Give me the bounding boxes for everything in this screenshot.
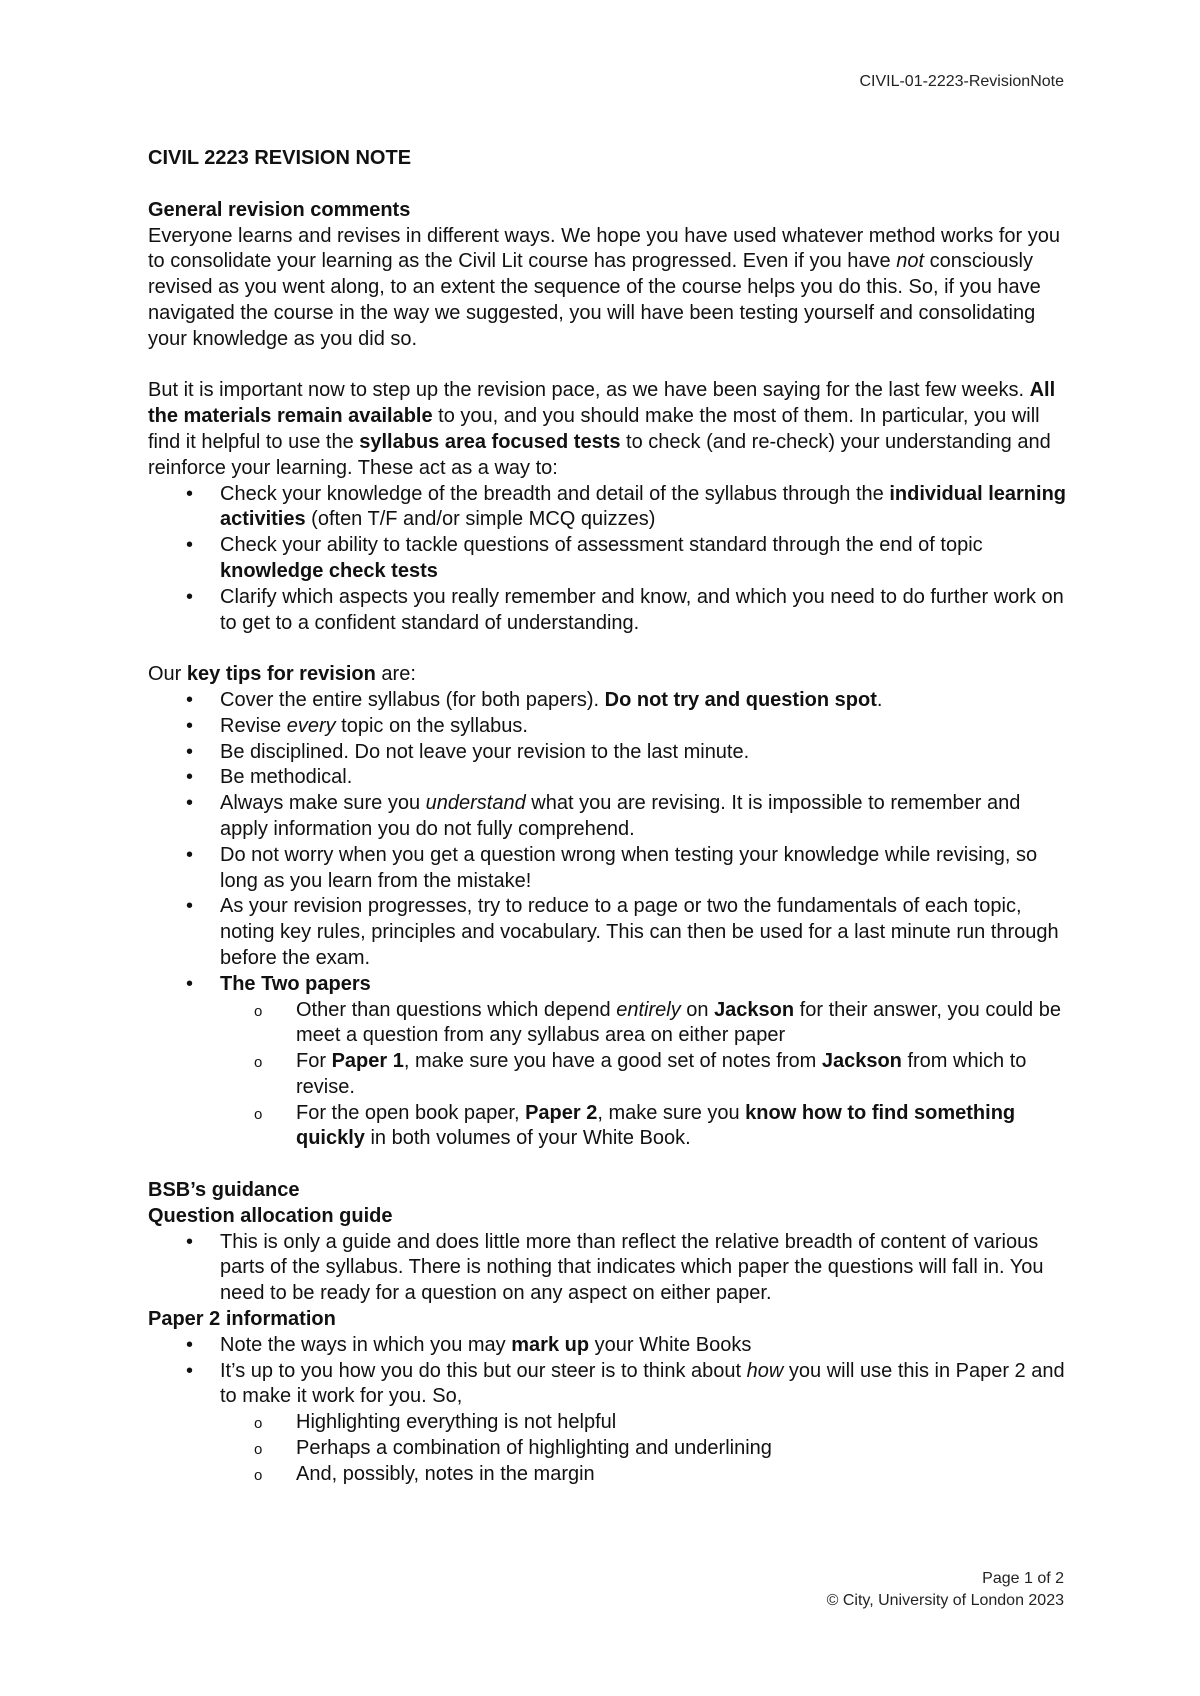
key-tips-intro: Our key tips for revision are: (148, 663, 416, 686)
list-item: o Other than questions which depend entirely on Jackson for their answer, you could be meet a question from any syllabus area on either paper (148, 998, 1068, 1050)
general-revision-heading: General revision comments (148, 198, 411, 221)
list-item: • The Two papers o Other than questions which depend entirely on Jackson for their answer, you could be meet a question from any syllabus area on either paper o For Paper 1, make sure you have a good set of notes from Jackson from which to revise. o For the open book paper, Paper 2, make sure you know how to find something quickly in both volumes of your White Book. (148, 972, 1068, 1153)
list-item: • As your revision progresses, try to reduce to a page or two the fundamentals of each topic, noting key rules, principles and vocabulary. This can then be used for a last minute run through before the exam. (148, 894, 1068, 971)
page-footer (827, 1568, 1064, 1612)
paper2-info-heading: Paper 2 information (148, 1308, 336, 1331)
list-item: • Do not worry when you get a question wrong when testing your knowledge while revising, so long as you learn from the mistake! (148, 843, 1068, 895)
page-number: Page 1 of 2 (982, 1570, 1064, 1587)
list-item: • Note the ways in which you may mark up your White Books (148, 1333, 1068, 1359)
list-item: • Be disciplined. Do not leave your revision to the last minute. (148, 740, 1068, 766)
list-item: • It’s up to you how you do this but our steer is to think about how you will use this in Paper 2 and to make it work for you. So, o Highlighting everything is not helpful o Perhaps a combination of highlighting and underlining o And, possibly, notes in the margin (148, 1359, 1068, 1488)
list-item: • Revise every topic on the syllabus. (148, 714, 1068, 740)
copyright-notice: © City, University of London 2023 (826, 1592, 1064, 1609)
list-item: o For Paper 1, make sure you have a good set of notes from Jackson from which to revise. (148, 1049, 1068, 1101)
two-papers-sublist (220, 998, 1068, 1153)
list-item: • Check your knowledge of the breadth and detail of the syllabus through the individual learning activities (often T/F and/or simple MCQ quizzes) (148, 482, 1068, 534)
list-item: o Perhaps a combination of highlighting and underlining (148, 1436, 1068, 1462)
bsb-guidance-heading: BSB’s guidance (148, 1179, 300, 1202)
document-title: CIVIL 2223 REVISION NOTE (148, 147, 412, 169)
question-allocation-heading: Question allocation guide (148, 1204, 393, 1227)
list-item: o And, possibly, notes in the margin (148, 1462, 1068, 1488)
list-item: o For the open book paper, Paper 2, make sure you know how to find something quickly in both volumes of your White Book. (148, 1101, 1068, 1153)
document-body (148, 146, 1068, 1488)
paper2-info-list (148, 1333, 1068, 1488)
tests-purpose-list (148, 482, 1068, 637)
key-tips-list (148, 688, 1068, 1152)
list-item: • Clarify which aspects you really remember and know, and which you need to do further work on to get to a confident standard of understanding. (148, 585, 1068, 637)
markup-tips-sublist (220, 1410, 1068, 1487)
general-paragraph-2: But it is important now to step up the revision pace, as we have been saying for the last few weeks. All the materials remain available to you, and you should make the most of them. In particular, you will find it helpful to use the syllabus area focused tests to check (and re-check) your understanding and reinforce your learning. These act as a way to: (148, 379, 1056, 479)
list-item: • Always make sure you understand what you are revising. It is impossible to remember and apply information you do not fully comprehend. (148, 791, 1068, 843)
list-item: • Cover the entire syllabus (for both papers). Do not try and question spot. (148, 688, 1068, 714)
list-item: • This is only a guide and does little more than reflect the relative breadth of content of various parts of the syllabus. There is nothing that indicates which paper the questions will fall in. You need to be ready for a question on any aspect on either paper. (148, 1230, 1068, 1307)
list-item: • Check your ability to tackle questions of assessment standard through the end of topic knowledge check tests (148, 533, 1068, 585)
general-paragraph-1: Everyone learns and revises in different ways. We hope you have used whatever method works for you to consolidate your learning as the Civil Lit course has progressed. Even if you have not consciously revised as you went along, to an extent the sequence of the course helps you do this. So, if you have navigated the course in the way we suggested, you will have been testing yourself and consolidating your knowledge as you did so. (148, 224, 1060, 350)
list-item: • Be methodical. (148, 765, 1068, 791)
document-reference: CIVIL-01-2223-RevisionNote (859, 73, 1064, 90)
list-item: o Highlighting everything is not helpful (148, 1410, 1068, 1436)
question-allocation-list (148, 1230, 1068, 1307)
